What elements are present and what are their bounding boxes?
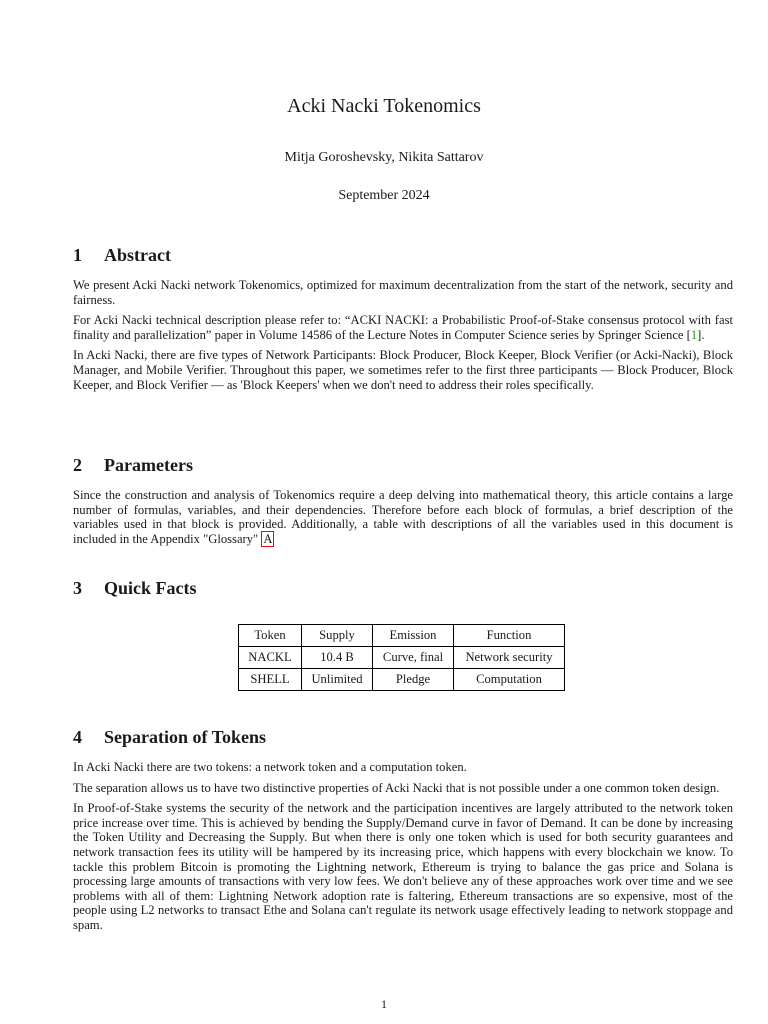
paragraph: For Acki Nacki technical description please refer to: “ACKI NACKI: a Probabilistic Proof-of-Stake consensus protocol with fast finality and parallelization” paper in Volume 14586 of the Lecture Notes in Computer Science series by Springer Science [1].	[73, 313, 733, 342]
paragraph: In Acki Nacki there are two tokens: a network token and a computation token.	[73, 760, 467, 774]
section-number: 4	[73, 727, 82, 747]
table-header-cell: Token	[239, 625, 302, 647]
citation-link[interactable]: 1	[690, 327, 698, 342]
table-cell: Computation	[454, 669, 565, 691]
paragraph: In Proof-of-Stake systems the security of the network and the participation incentives are largely attributed to the network token price increase over time. This is achieved by bending the Supply/Demand curve in favor of Demand. It can be done by increasing the Token Utility and Decreasing the Supply. But when there is only one token which is used for both security guarantees and network transaction fees its utility will be hampered by its increasing price, which happens with every blockchain we know. To tackle this problem Bitcoin is promoting the Lightning network, Ethereum is trying to balance the gas price and Solana is processing large amounts of transactions with very low fees. We don't believe any of these approaches work over time and we see problems with all of them: Lightning Network adoption rate is faltering, Ethereum transactions are so expensive, most of the people using L2 networks to transact Ethe and Solana can't regulate its network usage effectively leading to network stoppage and spam.	[73, 801, 733, 932]
section-title: Quick Facts	[104, 578, 197, 598]
table-header-cell: Supply	[302, 625, 373, 647]
paper-title: Acki Nacki Tokenomics	[287, 95, 481, 117]
table-cell: 10.4 B	[302, 647, 373, 669]
section-heading	[73, 727, 733, 748]
paragraph: In Acki Nacki, there are five types of Network Participants: Block Producer, Block Keeper, Block Verifier (or Acki-Nacki), Block Manager, and Mobile Verifier. Throughout this paper, we sometimes refer to the first three participants — Block Producer, Block Keeper, and Block Verifier — as 'Block Keepers' when we don't need to address their roles specifically.	[73, 348, 733, 392]
page-number: 1	[381, 997, 387, 1011]
section-title: Abstract	[104, 245, 171, 265]
appendix-link[interactable]: A	[263, 531, 273, 546]
table-cell: Pledge	[373, 669, 454, 691]
section-heading	[73, 578, 733, 599]
quick-facts-table	[238, 624, 565, 691]
section-abstract	[73, 245, 733, 398]
table-cell: Network security	[454, 647, 565, 669]
table-cell: SHELL	[239, 669, 302, 691]
table-header-row	[239, 625, 565, 647]
paragraph	[73, 488, 733, 546]
section-separation-of-tokens	[73, 727, 733, 939]
table-cell: Curve, final	[373, 647, 454, 669]
paper-authors: Mitja Goroshevsky, Nikita Sattarov	[284, 150, 484, 165]
paragraph-text: Since the construction and analysis of Tokenomics require a deep delving into mathematical theory, this article contains a large number of formulas, variables, and their dependencies. Therefore before each block of formulas, a brief description of the variables used in that block is provided. Additionally, a table with descriptions of all the variables used in this document is included in the Appendix "Glossary"	[73, 488, 733, 546]
table-cell: Unlimited	[302, 669, 373, 691]
section-parameters	[73, 455, 733, 552]
section-number: 1	[73, 245, 82, 265]
paragraph: The separation allows us to have two distinctive properties of Acki Nacki that is not possible under a one common token design.	[73, 780, 720, 795]
section-number: 2	[73, 455, 82, 475]
table-header-cell: Function	[454, 625, 565, 647]
section-quick-facts	[73, 578, 733, 611]
section-heading	[73, 245, 733, 266]
section-heading	[73, 455, 733, 476]
section-title: Parameters	[104, 455, 193, 475]
section-title: Separation of Tokens	[104, 727, 267, 747]
table-cell: NACKL	[239, 647, 302, 669]
table-header-cell: Emission	[373, 625, 454, 647]
paragraph-text: For Acki Nacki technical description please refer to: “ACKI NACKI: a Probabilistic Proof-of-Stake consensus protocol with fast finality and parallelization” paper in Volume 14586 of the Lecture Notes in Computer Science series by Springer Science	[73, 313, 733, 342]
table-row	[239, 669, 565, 691]
table-row	[239, 647, 565, 669]
paper-date: September 2024	[338, 188, 430, 203]
section-number: 3	[73, 578, 82, 598]
paragraph: We present Acki Nacki network Tokenomics, optimized for maximum decentralization from the start of the network, security and fairness.	[73, 278, 733, 307]
